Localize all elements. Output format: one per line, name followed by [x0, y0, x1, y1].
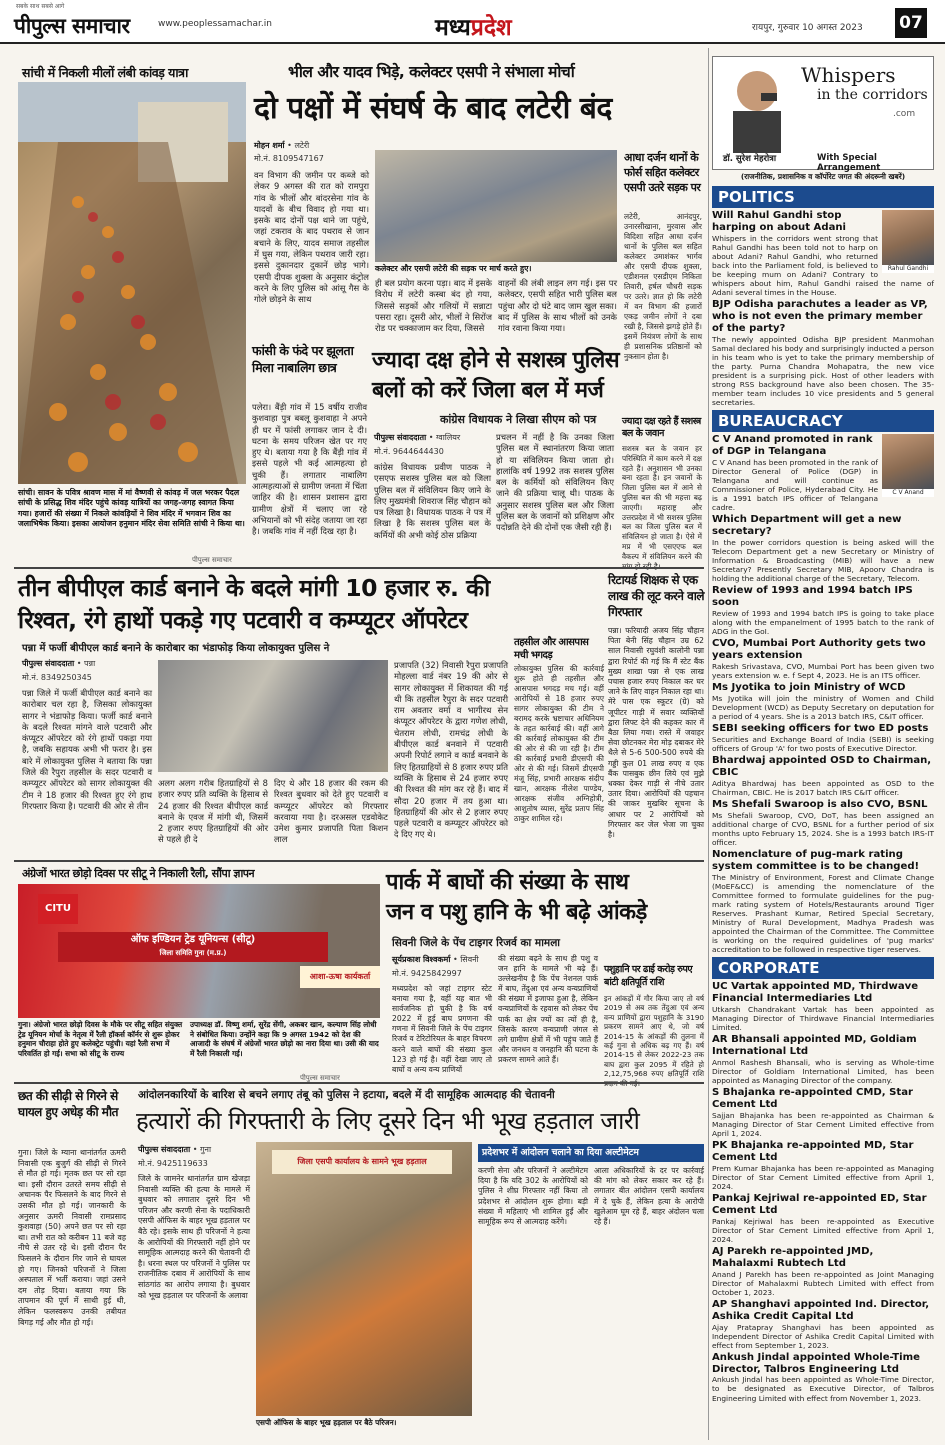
lottery-photo [375, 150, 617, 262]
whispers-item-body: Anmol Rashesh Bhansali, who is serving as Whole-time Director of Goldiam International Limited, has been appointed as Managing Director of the company. [712, 1057, 934, 1085]
whispers-item [712, 299, 934, 407]
bribe-place: पन्ना [84, 659, 96, 668]
whispers-title-2: in the corridors [817, 87, 928, 103]
lottery-reporter: मोहन शर्मा [254, 141, 285, 150]
whispers-item-title: PK Bhajanka re-appointed MD, Star Cement Ltd [712, 1139, 914, 1163]
hunger-mobile: मो.नं. 9425119633 [138, 1159, 208, 1168]
whispers-item-body: Ajay Pratapray Shanghavi has been appointed as Independent Director of Ashika Credit Capital Limited with effect from September 1, 2023. [712, 1322, 934, 1350]
whispers-item-body: The newly appointed Odisha BJP president Manmohan Samal declared his body and surprisingly inducted a person in his team who is yet to take the primary membership of the party. Purna Chandra Mohapatra, the new vice president is a surprising pick. Host of other leaders with strong RSS background have also been chosen. The 35-member team includes 10 vice presidents and 5 general secretaries. [712, 334, 934, 408]
kanwar-photo [18, 82, 246, 484]
rally-banner-text: ऑफ इण्डियन ट्रेड यूनियन्स (सीटू) [130, 934, 256, 945]
lottery-headline: दो पक्षों में संघर्ष के बाद लटेरी बंद [254, 91, 612, 126]
roof-text: गुना। जिले के म्याना थानांतर्गत ऊमरी निवासी एक बुजुर्ग की सीढ़ी से गिरने से मौत हो गई। मृतक छत पर सो रहा था। इसी दौरान उतरते समय सीढ़ी से अचानक पैर फिसलने के बाद गिरने से उसकी मौत हो गई। जानकारी के अनुसार ऊमरी निवासी रामप्रसाद कुशवाहा (50) अपने छत पर सो रहा था। तभी रात को करीबन 11 बजे वह नीचे से उतर रहे थे। इसी दौरान पैर फिसलने के दौरान गिर जाने से घायल हो गए। जिनको परिजनों ने जिला अस्पताल में भर्ती कराया। जहां उसने दम तोड़ दिया। बताया गया कि तापमान की पूर्ण में साथी हुई थी, लेकिन फलस्वरूप उनकी तबीयत बिगड़ गई और मौत हो गई। [18, 1148, 126, 1327]
whispers-item [712, 514, 934, 583]
rally-caption-1: गुना। अंग्रेजो भारत छोड़ो दिवस के मौके पर सीटू सहित संयुक्त ट्रेड यूनियन मोर्चा के नेतृत्व में रैली हॉकर्स कॉर्नर से शुरू होकर हनुमान चौराहा होते हुए कलेक्ट्रेट पहुंची। यहां रैली सभा में परिवर्तित हो गई। सभा को सीटू के राज्य [18, 1020, 183, 1058]
whispers-item-body: Ms Shefali Swaroop, CVO, DoT, has been assigned an additional charge of CVO, BSNL for a further period of six months upto February 15, 2024. She is a 1993 batch IRS-IT officer. [712, 810, 934, 847]
whispers-item [712, 1140, 934, 1191]
bribe-side-text: लोकायुक्त पुलिस की कार्रवाई शुरू होते ही तहसील और आसपास भगदड़ मच गई। वहीं आरोपियों से 18 हजार रुपए सागर लोकायुक्त की टीम ने बरामद करके भ्रष्टाचार अधिनियम के तहत कार्रवाई की। वहीं आगे की कार्रवाई लोकायुक्त की टीम की ओर से की जा रही है। टीम की कार्रवाई प्रभारी डीएसपी की ओर से की गई। जिसमें डीएसपी मंजू सिंह, प्रभारी आरक्षक संदीप खान, आरक्षक नीलेश पाण्डेय, आरक्षक संजीव अग्निहोत्री, आशुतोष व्यास, सुरेंद्र प्रताप सिंह ठाकुर शामिल रहे। [514, 664, 604, 823]
brand-logo: पीपुल्स समाचार [14, 14, 130, 38]
police-col1: कांग्रेस विधायक प्रवीण पाठक ने एसएफ सशस्त्र पुलिस बल को जिला पुलिस बल में संविलियन किए जाने के लिए मुख्यमंत्री शिवराज सिंह चौहान को पत्र लिखा है। विधायक पाठक ने पत्र में लिखा है कि सशस्त्र पुलिस बल के कर्मियों की अभी कोई ठोस प्रक्रिया [374, 462, 491, 540]
rally-banner-2: आशा-ऊषा कार्यकर्ता [300, 966, 380, 988]
kanwar-credit: पीपुल्स समाचार [192, 556, 232, 564]
site-url[interactable]: www.peoplessamachar.in [158, 19, 272, 29]
whispers-item-body: Securities and Exchange Board of India (SEBI) is seeking officers of Group 'A' for two posts of Executive Director. [712, 734, 934, 753]
whispers-item-title: S Bhajanka re-appointed CMD, Star Cement Ltd [712, 1086, 913, 1110]
whispers-item [712, 585, 934, 636]
bribe-col1: पन्ना जिले में फर्जी बीपीएल कार्ड बनाने का कारोबार चल रहा है, जिसका लोकायुक्त सागर ने भंडाफोड़ किया। फर्जी कार्ड बनाने के बदले रिश्वत मांगने वाले पटवारी और कंप्यूटर ऑपरेटर को रंगे हाथों पकड़ा गया है, जबकि सहायक अभी भी फरार है। इस बारे में लोकायुक्त पुलिस ने बताया कि पन्ना जिले की रैपुरा तहसील के सदर पटवारी व कम्प्यूटर ऑपरेटर को सागर लोकायुक्त की टीम ने 18 हजार की रिश्वत हुए रंगे हाथ गिरफ्तार किया है। पटवारी की ओर से तीन [22, 688, 152, 811]
whispers-header [712, 56, 934, 173]
teacher-text: पन्ना। फरियादी अजय सिंह चौहान पिता बेनी सिंह चौहान उम्र 62 साल निवासी रघुवंशी कालोनी पन्ना द्वारा रिपोर्ट की गई कि मैं स्टेट बैंक मुख्य शाखा पन्ना से एक लाख पचास हजार रुपए निकाल कर घर जाने के लिए वाहन निकाल रहा था। मेरे पास एक स्कूटर (ग्रे) को जूपीटर गाड़ी में सवार व्यक्तियों द्वारा लिफ्ट देने की कहकर कार में बैठा लिया गया। रास्ते में जवाहर सेवा छोटनकर मेरा मोड़ दबाकर मेरे थैले से 5-6 500-500 रुपये की गड्डी कुल 01 लाख रुपए व एक बैंक पासबुक छीन लिये एवं मुझे धक्का देकर गाड़ी से नीचे उतार उतार दिया। आरोपियों की पहचान की जाकर मुखबिर सूचना के आधार पर 2 आरोपियों को गिरफ्तार कर जेल भेजा जा चुका है। [608, 626, 704, 840]
whispers-item-photo-caption: C V Anand [882, 489, 934, 497]
whispers-section-politics: POLITICS [712, 186, 934, 208]
bribe-mobile: मो.नं. 8349250345 [22, 673, 92, 682]
hunger-kicker: आंदोलनकारियों के बारिश से बचने लगाए तंबू को पुलिस ने हटाया, बदले में दी सामूहिक आत्मदाह की चेतावनी [138, 1089, 555, 1101]
whispers-section-bureaucracy: BUREAUCRACY [712, 410, 934, 432]
whispers-arrangement: With Special Arrangement [817, 153, 881, 173]
police-mobile: मो.नं. 9644644430 [374, 447, 444, 456]
kanwar-photo-crowd [18, 82, 246, 484]
police-byline: पीपुल्स संवाददाता • ग्वालियर [374, 433, 461, 442]
whispers-item [712, 755, 934, 797]
whispers-item-body: Review of 1993 and 1994 batch IPS is going to take place along with the empanelment of 1995 batch to the rank of ADG in the GoI. [712, 608, 934, 637]
whispers-item-title: BJP Odisha parachutes a leader as VP, who is not even the primary member of the party? [712, 299, 928, 334]
police-side-text: सशस्त्र बल के जवान हर परिस्थिति में काम करने में दक्ष रहते हैं। अनुशासन भी उनका बना रहता है। इन जवानों के जिला पुलिस बल में आने से पुलिस बल की भी महत्ता बढ़ जाएगी। महाराष्ट्र और उत्तरप्रदेश में भी सशस्त्र पुलिस बल का जिला पुलिस बल में संविलियन हो जाता है। ऐसे में मप्र में भी एसएएफ बल वैकल्प में संविलियन करने की [622, 444, 702, 561]
whispers-item-title: Will Rahul Gandhi stop harping on about Adani [712, 210, 847, 233]
rally-caption-2: उपाध्यक्ष डॉ. विष्णु शर्मा, सुरेंद्र सेंगी, अकबर खान, कल्याण सिंह लोधी ने संबोधित किया। उन्होंने कहा कि 9 अगस्त 1942 को देश की आजादी के संघर्ष में अंग्रेजों भारत छोड़ो का नारा दिया था। उसी की याद में रैली निकाली गई। [190, 1020, 379, 1058]
whispers-item-title: SEBI seeking officers for two ED posts [712, 722, 929, 734]
tiger-byline: सूर्यप्रकाश विश्वकर्मा • सिवनी [392, 955, 479, 964]
brand-tagline: सबके साथ सबसे आगे [16, 3, 65, 10]
rally-banner-sub: जिला समिति गुना (म.प्र.) [159, 949, 227, 957]
lottery-col1: वन विभाग की जमीन पर कब्जे को लेकर 9 अगस्त की रात को रामपुरा गांव के भीलों और बांदरसेना गांव के यादवों के बीच विवाद हो गया था। इसके बाद दोनों पक्ष थाने जा पहुंचे, जहां टकराव के बाद पथराव से जान बचाने के लिए, यादव समाज तहसील में घुस गया, लेकिन पथराव जारी रहा। इससे दुकानदार दुकानें छोड़ भागे। एसपी दीपक शुक्ला के अनुसार कंट्रोल करने के लिए पुलिस को आंसू गैस के गोले छोड़ने के साथ [254, 170, 369, 305]
hunger-place: गुना [200, 1145, 212, 1154]
whispers-item-title: Ms Jyotika to join Ministry of WCD [712, 681, 906, 693]
police-kicker: कांग्रेस विधायक ने लिखा सीएम को पत्र [440, 413, 597, 426]
bribe-headline-1: तीन बीपीएल कार्ड बनाने के बदले मांगी 10 हजार रु. की [18, 574, 490, 602]
whispers-item-title: Bhardwaj appointed OSD to Chairman, CBIC [712, 754, 932, 778]
hunger-bureau: पीपुल्स संवाददाता [138, 1145, 191, 1154]
whispers-item [712, 1352, 934, 1403]
police-col2: प्रचलन में नहीं है कि उनका जिला पुलिस बल में स्थानांतरण किया जाता हो या संविलियन किया जाता हो। हालांकि वर्ष 1992 तक सशस्त्र पुलिस बल के कर्मियों को संविलियन किए जाने की प्रक्रिया चालू थी। पाठक के अनुसार सशस्त्र पुलिस बल और जिला पुलिस बल के जवानों को प्रशिक्षण और पदोन्नति देने की दोनों एक जैसी रही हैं। [496, 432, 614, 533]
whispers-item [712, 723, 934, 753]
hunger-photo [256, 1142, 472, 1416]
whispers-item [712, 434, 934, 512]
whispers-subtitle: (राजनीतिक, प्रशासनिक व कॉर्पोरेट जगत की अंदरूनी खबरें) [740, 172, 906, 181]
whispers-item-body: Prem Kumar Bhajanka has been re-appointed as Managing Director of Star Cement Limited effective from April 1, 2024. [712, 1163, 934, 1191]
section-title-pre: मध्य [435, 15, 471, 41]
police-place: ग्वालियर [436, 433, 461, 442]
bribe-photo [158, 660, 388, 772]
rally-photo [18, 884, 380, 1018]
whispers-item [712, 638, 934, 680]
hunger-byline: पीपुल्स संवाददाता • गुना [138, 1145, 212, 1154]
whispers-item-title: Ms Shefali Swaroop is also CVO, BSNL [712, 798, 928, 810]
hunger-col1: जिले के जामनेर थानांतर्गत ग्राम खेजड़ा निवासी व्यक्ति की हत्या के मामले में बुधवार को लगातार दूसरे दिन भी परिजन और करणी सेना के पदाधिकारी एसपी ऑफिस के बाहर भूख हड़ताल पर बैठे रहे। इसके साथ ही परिजनों ने हत्या के आरोपियों की गिरफ्तारी नहीं होने पर सामूहिक आत्मदाह करने की चेतावनी दी है। धरना स्थल पर परिजनों ने पुलिस पर राजनीतिक दबाव में आरोपियों के साथ सांठगांठ का आरोप लगाया है। बुधवार को भूख हड़ताल पर परिजनों के अलावा [138, 1174, 250, 1300]
tiger-headline-1: पार्क में बाघों की संख्या के साथ [386, 870, 629, 895]
divider-3 [14, 1082, 704, 1084]
whispers-item-title: Nomenclature of pug-mark rating system committee is to be changed! [712, 848, 920, 872]
police-bureau: पीपुल्स संवाददाता [374, 433, 427, 442]
police-headline-2: बलों को करें जिला बल में मर्ज [372, 378, 604, 403]
teacher-headline: रिटायर्ड शिक्षक से एक लाख की लूट करने वाले गिरफ्तार [608, 573, 704, 619]
whispers-item-body: Pankaj Kejriwal has been re-appointed as Executive Director of Star Cement Limited effective from April 1, 2024. [712, 1216, 934, 1244]
whispers-item [712, 1246, 934, 1297]
whispers-item-title: CVO, Mumbai Port Authority gets two years extension [712, 638, 926, 661]
bribe-col3: दिए थे और 18 हजार की रकम की रिश्वत बुधवार को देते हुए पटवारी व कम्प्यूटर ऑपरेटर को गिरफ्तार करवाया गया है। दरअसल एडवोकेट उमेश कुमार प्रजापति पिता किशन लाल [274, 778, 388, 845]
lottery-photo-caption: कलेक्टर और एसपी लटेरी की सड़क पर मार्च करते हुए। [375, 264, 532, 273]
bribe-kicker: पन्ना में फर्जी बीपीएल कार्ड बनाने के कारोबार का भंडाफोड़ किया लोकायुक्त पुलिस ने [22, 643, 330, 654]
whispers-item-title: UC Vartak appointed MD, Thirdwave Financial Intermediaries Ltd [712, 981, 919, 1004]
page-number: 07 [895, 8, 927, 38]
bribe-byline: पीपुल्स संवाददाता • पन्ना [22, 659, 96, 668]
whispers-item-title: AP Shanghavi appointed Ind. Director, Ashika Credit Capital Ltd [712, 1298, 930, 1322]
bribe-bureau: पीपुल्स संवाददाता [22, 659, 75, 668]
whispers-body [712, 186, 934, 1440]
lottery-mobile: मो.नं. 8109547167 [254, 154, 324, 163]
whispers-item-body: Ankush Jindal has been appointed as Whole-Time Director, to be designated as Executive Director, of Talbros Engineering Limited with effect from November 1, 2023. [712, 1375, 934, 1403]
whispers-item-body: The Ministry of Environment, Forest and Climate Change (MoEF&CC) is amending the nomenclature of the Committee formed to formulate guidelines for the pug-mark rating system of Hotels/Restaurants around Tiger Reserves. Prashant Kumar, Retired Special Secretary, Ministry of Rural Development, Madhya Pradesh was appointed the Chairman of the Committee. The Committee is working on the required guidelines of 'pug marks' accreditation to be followed in respective tiger reserves. [712, 872, 934, 954]
whispers-item [712, 1087, 934, 1138]
lottery-col2: ही बल प्रयोग करना पड़ा। बाद में इसके विरोध में लटेरी कस्बा बंद हो गया, जिससे सड़कों और गलियों में सन्नाटा पसरा रहा। दूसरी ओर, भीलों ने सिरोंज रोड पर चक्काजाम कर दिया, जिससे [375, 278, 492, 334]
tiger-col2: की संख्या बढ़ने के साथ ही पशु व जन हानि के मामले भी बढ़े हैं। उल्लेखनीय है कि पेंच नेशनल पार्क में बाघ, तेंदुआ एवं अन्य वन्यप्राणियों की संख्या में इजाफा हुआ है, लेकिन वन्यप्राणियों के रहवास को लेकर पेंच पार्क का क्षेत्र ज्यों का त्यों ही है, जिसके कारण वन्यप्राणी जंगल से लगे ग्रामीण क्षेत्रों में भी पहुंच जाते हैं और जनधन व जनहानि की घटना के प्रकरण सामने आते हैं। [498, 954, 598, 1064]
whispers-item-photo [882, 434, 934, 496]
whispers-item [712, 1193, 934, 1244]
tiger-headline-2: जन व पशु हानि के भी बढ़े आंकड़े [386, 900, 647, 925]
tiger-side-head: पशुहानि पर ढाई करोड़ रुपए बांटी क्षतिपूर्ति राशि [604, 964, 693, 988]
lottery-byline: मोहन शर्मा • लटेरी [254, 141, 310, 150]
whispers-item-body: Aditya Bhardwaj has been appointed as OSD to the Chairman, CBIC. He is 2017 batch IRS C&IT officer. [712, 778, 934, 797]
tiger-mobile: मो.नं. 9425842997 [392, 969, 462, 978]
whispers-item-title: Ankush Jindal appointed Whole-Time Director, Talbros Engineering Ltd [712, 1351, 920, 1375]
whispers-item [712, 849, 934, 954]
author-photo [721, 63, 793, 153]
hanging-headline: फांसी के फंदे पर झूलता मिला नाबालिग छात्र [252, 343, 354, 375]
divider-1 [14, 567, 704, 569]
hunger-subhead: प्रदेशभर में आंदोलन चलाने का दिया अल्टीमेटम [478, 1144, 704, 1162]
whispers-item-title: Pankaj Kejriwal re-appointed ED, Star Cement Ltd [712, 1192, 927, 1216]
tiger-kicker: सिवनी जिले के पेंच टाइगर रिजर्व का मामला [392, 937, 561, 949]
whispers-item-body: Utkarsh Chandrakant Vartak has been appointed as Managing Director of Thirdwave Financial Intermediaries Limited. [712, 1004, 934, 1032]
tiger-col1: मध्यप्रदेश को जहां टाइगर स्टेट बनाया गया है, वहीं यह बात भी सार्वजनिक हो चुकी है कि वर्ष 2022 में हुई बाघ प्रगणना की गणना में सिवनी जिले के पेंच टाइगर रिजर्व व टेरिटोरियल के बाहर विचरण करने वाले बाघों की संख्या कुल 123 हो गई है। वहीं देखा जाए तो बाघों व अन्य वन्य प्राणियों [392, 984, 492, 1074]
whispers-item [712, 210, 934, 297]
whispers-item-title: Which Department will get a new secretary? [712, 514, 902, 538]
section-title-post: प्रदेश [470, 15, 512, 41]
whispers-title: Whispers [801, 63, 896, 87]
kanwar-headline: सांची में निकली मीलों लंबी कांवड़ यात्रा [22, 65, 188, 80]
hunger-photo-banner: जिला एसपी कार्यालय के सामने भूख हड़ताल [272, 1150, 452, 1174]
whispers-item-photo [882, 210, 934, 272]
tiger-side-text: इन आंकड़ों में गौर किया जाए तो वर्ष 2019 से अब तक तेंदुआ एवं अन्य वन्य प्राणियों द्वारा पशुहानि के 3190 प्रकरण सामने आए थे, जो वर्ष 2014-15 के आंकड़ों की तुलना में कई गुना से अधिक बढ़ गए हैं। वर्ष 2014-15 से लेकर 2022-23 तक बाघ द्वारा कुल 2095 में रहिते हो 2,12,75,968 रुपए क्षतिपूर्ति राशि [604, 994, 704, 1079]
whispers-item-body: C V Anand has been promoted in the rank of Director General of Police (DGP) in Telangana and will continue as Commissioner of Police, Hyderabad City. He is a 1991 batch IPS officer of Telangana cadre. [712, 457, 878, 513]
hanging-text: पलेरा। बैंड़ी गांव में 15 वर्षीय राजीव कुशवाहा पुत्र बबलू कुशवाहा ने अपने ही घर में फांसी लगाकर जान दे दी। घटना के समय परिजन खेत पर गए हुए थे। बताया गया है कि बैंड़ी गांव में इससे पहले भी कई आत्महत्या हो चुकी हैं। लगातार नाबालिग आत्महत्याओं से ग्रामीण जनता में चिंता जाहिर की है। शासन प्रशासन द्वारा ग्रामीण क्षेत्रों में चलाए जा रहे अभियानों को भी संदेह जताया जा रहा है। जबकि गांव में नहीं दिख रहा है। [252, 402, 367, 537]
tiger-bureau: सूर्यप्रकाश विश्वकर्मा [392, 955, 451, 964]
whispers-item-body: Sajjan Bhajanka has been re-appointed as Chairman & Managing Director of Star Cement Limited effective from April 1, 2024. [712, 1110, 934, 1138]
whispers-item-body: Rakesh Srivastava, CVO, Mumbai Port has been given two years extension w. e. f Sept 4, 2023. He is an ITS officer. [712, 661, 934, 680]
bribe-col4: प्रजापति (32) निवासी रैपुरा प्रजापति मोहल्ला वार्ड नंबर 19 की ओर से सागर लोकायुक्त में शिकायत की गई थी कि तहसील रैपुरा के सदर पटवारी राम अवतार वर्मा व भागीरथ सेन कंप्यूटर ऑपरेटर के द्वारा गणेश लोधी, चेतराम लोधी, रामचंद्र लोधी के बीपीएल कार्ड बनवाने में पटवारी अपनी रिपोर्ट लगाने व कार्ड बनवाने के लिए हितग्राहियों से 8 हजार रुपए प्रति व्यक्ति के हिसाब से 24 हजार रुपए की रिश्वत की मांग कर रहे हैं। बाद में सौदा 20 हजार में तय हुआ था। हितग्राहियों की ओर से 2 हजार रुपए पहले पटवारी व कम्प्यूटर ऑपरेटर को दे दिए गए थे। [394, 660, 508, 840]
lottery-side-text: लटेरी, आनंदपुर, उनारसीखाना, मुरवास और विदिशा सहित आधा दर्जन थानों के पुलिस बल सहित कलेक्टर उमाशंकर भार्गव और एसपी दीपक शुक्ला, एडीशनल एसडीएम निकिता तिवारी, हर्षल चौधरी सड़क पर उतरे। ज्ञात हो कि लटेरी में वन विभाग की हजारों एकड़ जमीन लोगों ने दबा रखी है, जिससे झगड़े होते हैं। इसमें नियंत्रण लोगों के साथ ही प्रशासनिक प्रतिष्ठानों को नुकसान होता है। [624, 212, 703, 361]
police-headline-1: ज्यादा दक्ष होने से सशस्त्र पुलिस [372, 348, 620, 373]
whispers-title-3: .com [893, 109, 916, 119]
whispers-item-title: AR Bhansali appointed MD, Goldiam International Ltd [712, 1033, 917, 1057]
whispers-item [712, 981, 934, 1032]
whispers-item-photo-caption: Rahul Gandhi [882, 265, 934, 273]
section-title [435, 10, 512, 42]
rally-flag: CITU [38, 894, 78, 924]
whispers-section-corporate: CORPORATE [712, 957, 934, 979]
whispers-author: डॉ. सुरेश मेहरोत्रा [723, 154, 777, 164]
bribe-headline-2: रिश्वत, रंगे हाथों पकड़े गए पटवारी व कम्प्यूटर ऑपरेटर [18, 606, 468, 634]
whispers-item [712, 682, 934, 721]
divider-2 [14, 860, 704, 862]
dateline: रायपुर, गुरुवार 10 अगस्त 2023 [752, 23, 863, 33]
lottery-kicker: भील और यादव भिड़े, कलेक्टर एसपी ने संभाला मोर्चा [288, 63, 575, 81]
hunger-col3: आला अधिकारियों के दर पर कार्रवाई की मांग को लेकर सकार कर रहे हैं। लगातार बीत आंदोलन एसपी कार्यालय में दे चुके हैं, लेकिन हत्या के आरोपी खुलेआम घूम रहे हैं, बाहर अंदोलन चला रहे हैं। [594, 1166, 704, 1227]
roof-headline: छत की सीढ़ी से गिरने से घायल हुए अधेड़ की मौत [18, 1089, 118, 1119]
lottery-col3: वाहनों की लंबी लाइन लग गई। इस पर कलेक्टर, एसपी सहित भारी पुलिस बल पहुंचा और दो घंटे बाद जाम खुल सका। बाद में पुलिस के साथ भीलों को उनके गांव रवाना किया गया। [498, 278, 617, 334]
whispers-item-body: Whispers in the corridors went strong that Rahul Gandhi has been told not to harp on about Adani? Rahul Gandhi, who returned back into the Parliament fold, is believed to be keeping mum on Adani? Contrary to whispers about him, Rahul Gandhi raised the name of Adani several times in the House. [712, 233, 934, 298]
bribe-side-head: तहसील और आसपास मची भगदड़ [514, 637, 589, 661]
whispers-item [712, 1034, 934, 1085]
whispers-item [712, 1299, 934, 1350]
whispers-item-body: Ms Jyotika will join the ministry of Women and Child Development (WCD) as Deputy Secretary on deputation for a period of 4 years. She is a 2013 batch IRS, C&IT officer. [712, 693, 934, 721]
rally-banner [58, 932, 328, 962]
hunger-headline: हत्यारों की गिरफ्तारी के लिए दूसरे दिन भी भूख हड़ताल जारी [136, 1107, 640, 1135]
whispers-item-body: Anand J Parekh has been re-appointed as Joint Managing Director of Mahalaxmi Rubtech Limited with effect from October 1, 2023. [712, 1269, 934, 1297]
rally-headline: अंग्रेजों भारत छोड़ो दिवस पर सीटू ने निकाली रैली, सौंपा ज्ञापन [22, 867, 255, 880]
hunger-col2: करणी सेना और परिजनों ने अल्टीमेटम दिया है कि यदि 302 के आरोपियों को पुलिस ने शीघ्र गिरफ्तार नहीं किया तो प्रदेशभर से आंदोलन शुरू होगा। बड़ी संख्या में महिलाएं भी शामिल हुईं और सामूहिक रूप से आत्मदाह करेंगे। [478, 1166, 588, 1227]
masthead [0, 0, 945, 44]
whispers-item [712, 799, 934, 847]
hunger-photo-caption: एसपी ऑफिस के बाहर भूख हड़ताल पर बैठे परिजन। [256, 1418, 397, 1427]
bribe-col2: अलग अलग गरीब हितग्राहियों से 8 हजार रुपए प्रति व्यक्ति के हिसाब से 24 हजार की रिश्वत बीपीएल कार्ड बनाने के एवज में मांगी थी, जिसमें 2 हजार रुपए हितग्राहियों की ओर से पहले ही दे [158, 778, 268, 845]
whispers-item-title: AJ Parekh re-appointed JMD, Mahalaxmi Rubtech Ltd [712, 1245, 874, 1269]
whispers-item-body: In the power corridors question is being asked will the Telecom Department get a new Secretary or Ministry of Information & Broadcasting (MIB) will have a new Secretary? Presently Secretary MIB, Apoorv Chandra is holding the additional charge of the Secretary, Telecom. [712, 537, 934, 584]
lottery-place: लटेरी [294, 141, 310, 150]
tiger-place: सिवनी [460, 955, 479, 964]
whispers-item-title: C V Anand promoted in rank of DGP in Telangana [712, 434, 873, 457]
police-side-head: ज्यादा दक्ष रहते हैं सशस्त्र बल के जवान [622, 416, 701, 439]
rally-credit: पीपुल्स समाचार [300, 1074, 340, 1082]
whispers-item-title: Review of 1993 and 1994 batch IPS soon [712, 585, 913, 609]
lottery-side-head: आधा दर्जन थानों के फोर्स सहित कलेक्टर एसपी उतरे सड़क पर [624, 151, 701, 194]
kanwar-caption: सांची। सावन के पवित्र श्रावण मास में मां वैष्णवी से कांवड़ में जल भरकर पैदल सांची के प्रसिद्ध शिव मंदिर पहुंचे कांवड़ यात्रियों का जगह-जगह स्वागत किया गया। हजारों की संख्या में निकले कांवड़ियों ने शिव मंदिर में भगवान शिव का जलाभिषेक किया। इसका आयोजन हनुमान मंदिर सेवा समिति सांची ने किया था। [18, 488, 245, 529]
